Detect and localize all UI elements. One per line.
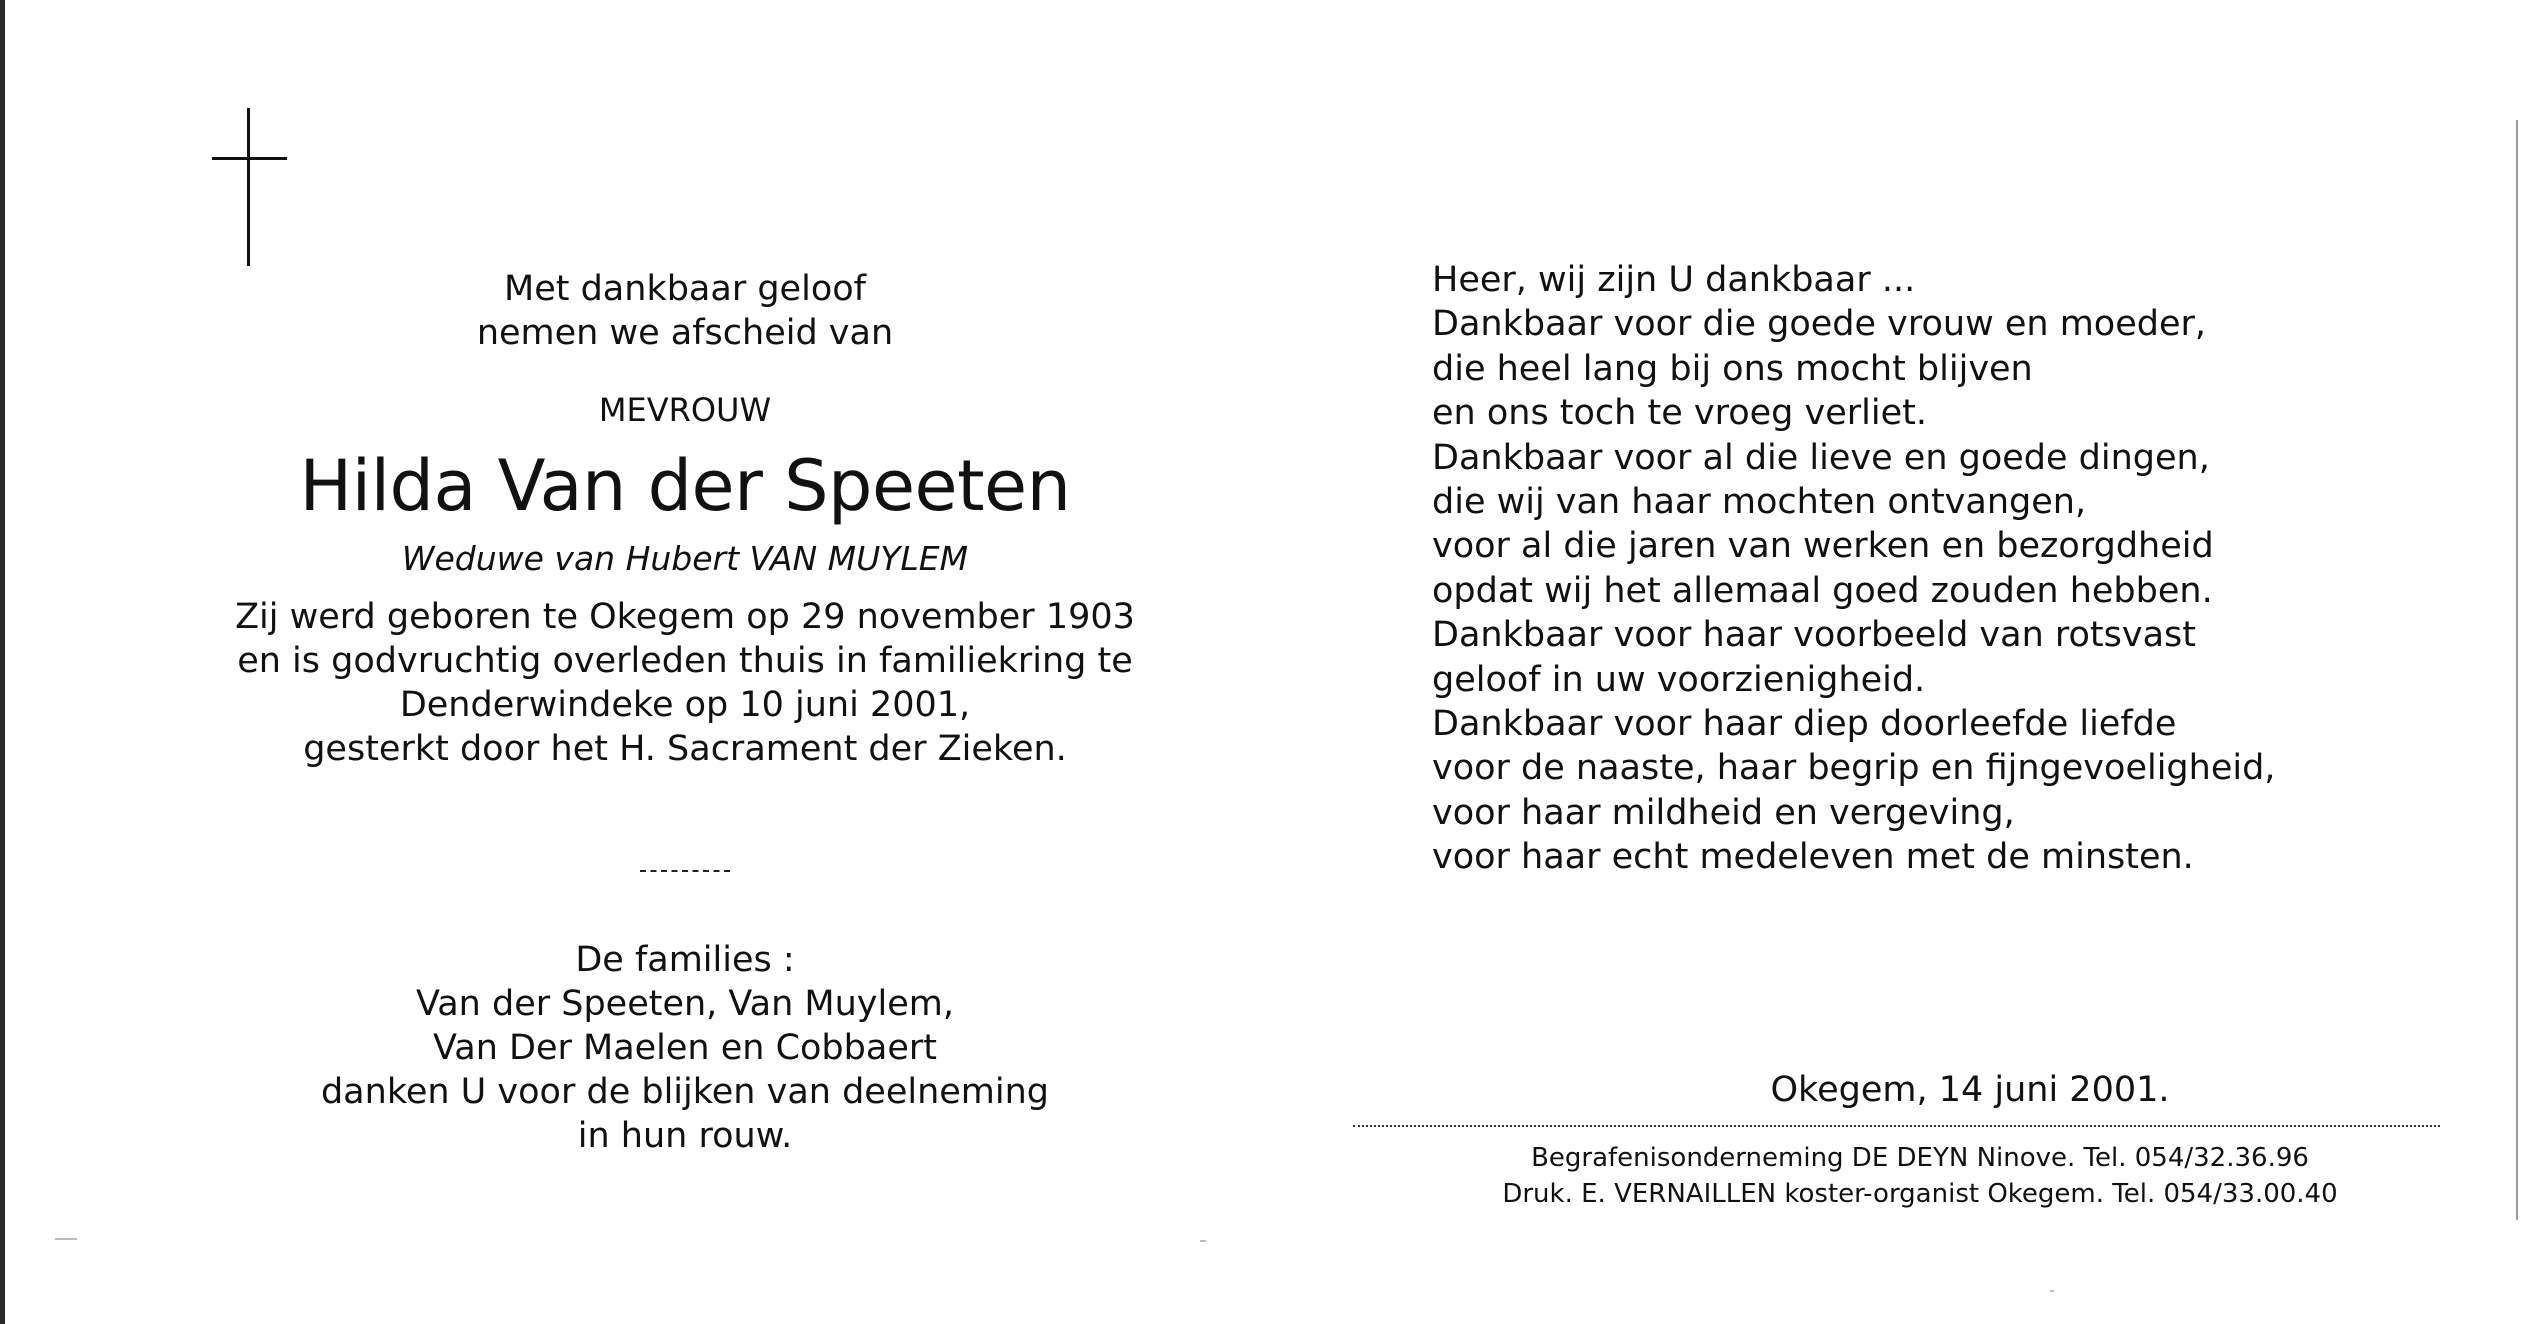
poem-line: die wij van haar mochten ontvangen, xyxy=(1432,482,2087,523)
families-line: Van der Speeten, Van Muylem, xyxy=(416,984,954,1024)
poem-line: geloof in uw voorzienigheid. xyxy=(1432,659,1926,700)
honorific: MEVROUW xyxy=(598,391,772,429)
printer-info xyxy=(1420,1140,2420,1212)
poem-line: Dankbaar voor haar diep doorleefde liefde xyxy=(1432,704,2177,745)
scan-edge-left xyxy=(0,0,5,1324)
opening-line-2: nemen we afscheid van xyxy=(476,313,894,353)
families-line: in hun rouw. xyxy=(577,1116,793,1156)
scan-speck xyxy=(1200,1240,1206,1242)
spouse-line: Weduwe van Hubert VAN MUYLEM xyxy=(401,539,969,578)
scan-speck xyxy=(2050,1290,2054,1292)
biography-line: Denderwindeke op 10 juni 2001, xyxy=(399,685,971,725)
families-line: De families : xyxy=(575,940,795,980)
separator-line xyxy=(640,870,730,872)
poem-line: voor haar mildheid en vergeving, xyxy=(1432,792,2015,833)
biography-line: Zij werd geboren te Okegem op 29 november 1903 xyxy=(235,597,1135,637)
families-line: danken U voor de blijken van deelneming xyxy=(320,1072,1050,1112)
scan-speck xyxy=(55,1238,77,1240)
funeral-home-line: Begrafenisonderneming DE DEYN Ninove. Tel. 054/32.36.96 xyxy=(1531,1143,2309,1173)
families-block xyxy=(170,938,1200,1158)
printer-line: Druk. E. VERNAILLEN koster-organist Okegem. Tel. 054/33.00.40 xyxy=(1502,1179,2338,1209)
opening-text xyxy=(170,267,1200,355)
poem-line: voor de naaste, haar begrip en fijngevoeligheid, xyxy=(1432,748,2276,789)
place-date: Okegem, 14 juni 2001. xyxy=(1770,1070,2170,1110)
poem-line: Dankbaar voor al die lieve en goede dingen, xyxy=(1432,437,2210,478)
poem-line: die heel lang bij ons mocht blijven xyxy=(1432,348,2033,389)
poem-line: voor haar echt medeleven met de minsten. xyxy=(1432,837,2194,878)
poem-line: voor al die jaren van werken en bezorgdheid xyxy=(1432,526,2214,567)
dotted-divider xyxy=(1353,1125,2440,1127)
biography-line: en is godvruchtig overleden thuis in familiekring te xyxy=(237,641,1133,681)
biography xyxy=(170,595,1200,771)
scan-edge-right xyxy=(2516,120,2518,1220)
families-line: Van Der Maelen en Cobbaert xyxy=(433,1028,937,1068)
poem xyxy=(1432,258,2432,880)
poem-line: Dankbaar voor die goede vrouw en moeder, xyxy=(1432,304,2206,345)
poem-line: opdat wij het allemaal goed zouden hebben. xyxy=(1432,570,2213,611)
biography-line: gesterkt door het H. Sacrament der Zieken. xyxy=(303,729,1067,769)
poem-line: Dankbaar voor haar voorbeeld van rotsvast xyxy=(1432,615,2196,656)
opening-line-1: Met dankbaar geloof xyxy=(504,269,866,309)
deceased-name: Hilda Van der Speeten xyxy=(299,445,1071,527)
poem-line: Heer, wij zijn U dankbaar ... xyxy=(1432,260,1916,300)
poem-line: en ons toch te vroeg verliet. xyxy=(1432,393,1927,434)
